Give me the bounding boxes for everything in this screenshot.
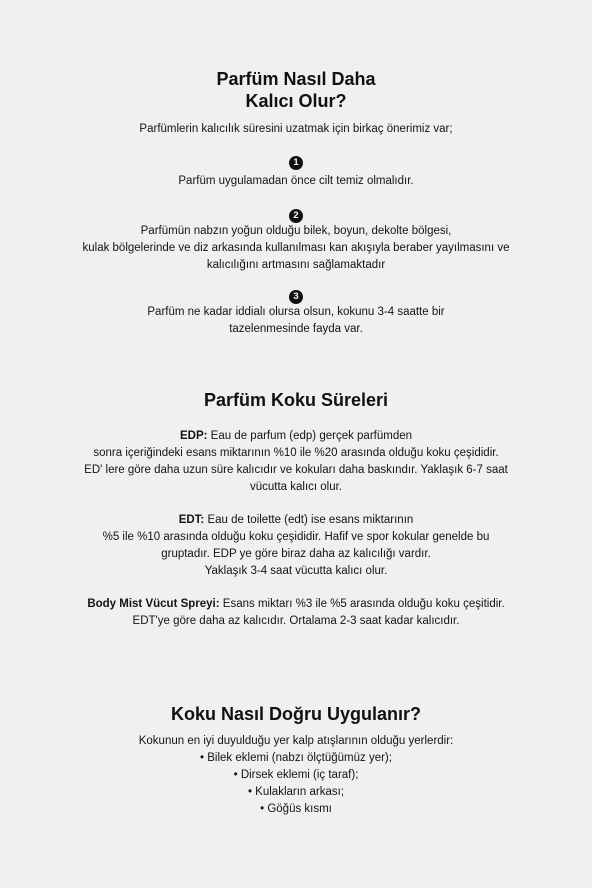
- edp-block: [0, 428, 592, 496]
- edt-label: EDT:: [178, 514, 205, 526]
- edp-line: sonra içeriğindeki esans miktarının %10 ile %20 arasında olduğu koku çeşididir.: [93, 447, 499, 459]
- edp-line: ED' lere göre daha uzun süre kalıcıdır ve kokuları daha baskındır. Yaklaşık 6-7 saat: [84, 464, 508, 476]
- tip-text: kalıcılığını artmasını sağlamaktadır: [206, 259, 386, 271]
- intro-text: Kokunun en iyi duyulduğu yer kalp atışlarının olduğu yerlerdir:: [138, 735, 454, 747]
- tip-1: [0, 152, 592, 190]
- edt-line: gruptadır. EDP ye göre biraz daha az kalıcılığı vardır.: [161, 548, 431, 560]
- bullet-item: • Göğüs kısmı: [260, 803, 332, 815]
- tip-text: Parfüm ne kadar iddialı olursa olsun, kokunu 3-4 saatte bir: [147, 306, 445, 318]
- tip-text: kulak bölgelerinde ve diz arkasında kullanılması kan akışıyla beraber yayılmasını ve: [82, 242, 510, 254]
- section-durations: [0, 389, 592, 630]
- mist-text: Esans miktarı %3 ile %5 arasında olduğu koku çeşitidir.: [219, 598, 505, 610]
- intro-text: Parfümlerin kalıcılık süresini uzatmak için birkaç önerimiz var;: [139, 123, 453, 135]
- mist-block: [0, 596, 592, 630]
- edp-line: vücutta kalıcı olur.: [249, 481, 343, 493]
- edt-line: %5 ile %10 arasında olduğu koku çeşididir. Hafif ve spor kokular genelde bu: [102, 531, 490, 543]
- edt-line: Yaklaşık 3-4 saat vücutta kalıcı olur.: [204, 565, 388, 577]
- section-title: Parfüm Koku Süreleri: [203, 390, 389, 410]
- number-3-icon: 3: [289, 290, 303, 304]
- section-lasting-tips: [0, 68, 592, 338]
- tip-text: Parfümün nabzın yoğun olduğu bilek, boyun, dekolte bölgesi,: [140, 225, 452, 237]
- section-title-line-1: Parfüm Nasıl Daha: [216, 69, 376, 89]
- mist-label: Body Mist Vücut Spreyi:: [87, 598, 220, 610]
- bullet-item: • Bilek eklemi (nabzı ölçtüğümüz yer);: [200, 752, 392, 764]
- edp-label: EDP:: [179, 430, 208, 442]
- bullet-item: • Kulakların arkası;: [247, 786, 345, 798]
- tip-text: Parfüm uygulamadan önce cilt temiz olmalıdır.: [178, 175, 414, 187]
- mist-first-line: [0, 596, 592, 613]
- tip-3: [0, 286, 592, 338]
- edp-first-line: [0, 428, 592, 445]
- tip-2: [0, 205, 592, 274]
- number-2-icon: 2: [289, 209, 303, 223]
- tip-text: tazelenmesinde fayda var.: [229, 323, 363, 335]
- number-1-icon: 1: [289, 156, 303, 170]
- edt-first-line: [0, 512, 592, 529]
- section-title-line-2: Kalıcı Olur?: [245, 91, 347, 111]
- edt-block: [0, 512, 592, 580]
- edp-text: Eau de parfum (edp) gerçek parfümden: [207, 430, 413, 442]
- mist-line: EDT'ye göre daha az kalıcıdır. Ortalama 2-3 saat kadar kalıcıdır.: [132, 615, 460, 627]
- edt-text: Eau de toilette (edt) ise esans miktarının: [204, 514, 414, 526]
- section-application: [0, 703, 592, 818]
- section-title: Koku Nasıl Doğru Uygulanır?: [170, 704, 422, 724]
- bullet-item: • Dirsek eklemi (iç taraf);: [233, 769, 359, 781]
